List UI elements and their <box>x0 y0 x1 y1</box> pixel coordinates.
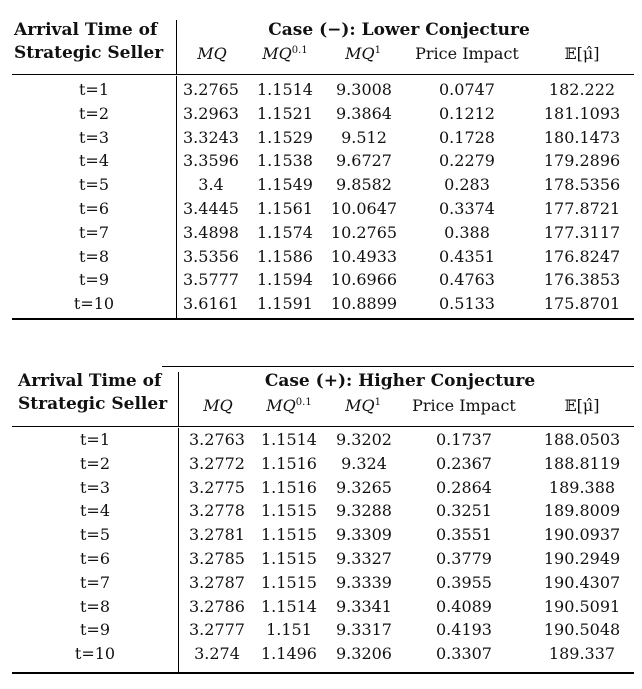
arrival-time-cell: t=5 <box>78 175 109 195</box>
value-cell: 3.2778 <box>189 501 245 521</box>
arrival-time-cell: t=1 <box>79 430 110 449</box>
value-cell: 190.5048 <box>543 620 621 640</box>
value-cell: 0.388 <box>444 222 490 242</box>
value-cell: 0.4351 <box>439 246 495 266</box>
value-cell: 9.3008 <box>336 80 392 99</box>
value-cell: 175.8701 <box>543 294 621 314</box>
value-cell: 9.3864 <box>336 103 392 123</box>
value-cell: 1.1496 <box>261 644 317 664</box>
value-cell: 188.0503 <box>543 430 621 449</box>
value-cell: 3.5777 <box>183 270 239 290</box>
table-row <box>12 78 634 102</box>
value-cell: 3.4898 <box>183 222 239 242</box>
arrival-time-cell: t=3 <box>79 477 110 497</box>
value-cell: 190.2949 <box>543 549 621 568</box>
header-rule <box>12 426 634 427</box>
value-cell: 1.1574 <box>257 222 313 242</box>
arrival-time-cell: t=7 <box>79 572 110 592</box>
value-cell: 0.3374 <box>439 199 495 218</box>
arrival-time-cell: t=3 <box>78 127 109 147</box>
value-cell: 0.1728 <box>439 127 495 147</box>
col-header-expectation: 𝔼[μ̂] <box>564 396 600 415</box>
arrival-time-cell: t=10 <box>73 294 115 314</box>
arrival-time-cell: t=1 <box>78 80 109 99</box>
value-cell: 0.0747 <box>439 80 495 99</box>
value-cell: 190.4307 <box>543 572 621 592</box>
col-header-price-impact: Price Impact <box>412 396 516 415</box>
value-cell: 0.2864 <box>436 477 492 497</box>
table-row <box>12 476 634 500</box>
arrival-time-cell: t=10 <box>74 644 116 664</box>
value-cell: 190.5091 <box>543 596 621 616</box>
table-row <box>12 618 634 642</box>
value-cell: 3.2777 <box>189 620 245 640</box>
header-arrival-line2: Strategic Seller <box>14 43 164 63</box>
arrival-time-cell: t=8 <box>79 596 110 616</box>
col-header-expectation: 𝔼[μ̂] <box>564 44 600 63</box>
header-divider <box>178 372 179 426</box>
value-cell: 10.2765 <box>330 222 398 242</box>
value-cell: 9.512 <box>341 127 387 147</box>
value-cell: 1.1586 <box>257 246 313 266</box>
value-cell: 10.6966 <box>330 270 398 290</box>
bottom-rule <box>12 672 634 674</box>
value-cell: 0.2279 <box>439 151 495 171</box>
value-cell: 0.1737 <box>436 430 492 449</box>
value-cell: 1.1549 <box>257 175 313 195</box>
value-cell: 180.1473 <box>543 127 621 147</box>
table-row <box>12 245 634 269</box>
value-cell: 189.8009 <box>543 501 621 521</box>
col-header-mq: MQ <box>197 44 227 63</box>
value-cell: 9.3202 <box>336 430 392 449</box>
value-cell: 3.2763 <box>189 430 245 449</box>
value-cell: 9.8582 <box>336 175 392 195</box>
arrival-time-cell: t=2 <box>78 103 109 123</box>
value-cell: 0.3251 <box>436 501 492 521</box>
value-cell: 188.8119 <box>543 453 621 473</box>
arrival-time-cell: t=7 <box>78 222 109 242</box>
value-cell: 10.8899 <box>330 294 398 314</box>
table-row <box>12 292 634 316</box>
col-header-mq-1: $MQ^1$ <box>345 44 381 63</box>
value-cell: 1.1538 <box>257 151 313 171</box>
table-row <box>12 595 634 619</box>
col-header-mq: MQ <box>203 396 233 415</box>
value-cell: 9.3317 <box>336 620 392 640</box>
value-cell: 9.3309 <box>336 525 392 545</box>
value-cell: 10.4933 <box>330 246 398 266</box>
case-title: Case (+): Higher Conjecture <box>264 371 536 391</box>
value-cell: 1.1514 <box>261 596 317 616</box>
value-cell: 0.3779 <box>436 549 492 568</box>
value-cell: 3.2785 <box>189 549 245 568</box>
value-cell: 1.1516 <box>261 477 317 497</box>
value-cell: 1.1514 <box>257 80 313 99</box>
case-title: Case (−): Lower Conjecture <box>268 20 530 40</box>
top-rule <box>162 366 634 367</box>
table-row <box>12 571 634 595</box>
value-cell: 178.5356 <box>543 175 621 195</box>
value-cell: 176.3853 <box>543 270 621 290</box>
value-cell: 189.337 <box>548 644 616 664</box>
arrival-time-cell: t=9 <box>78 270 109 290</box>
value-cell: 0.3307 <box>436 644 492 664</box>
value-cell: 0.4763 <box>439 270 495 290</box>
table-row <box>12 428 634 452</box>
value-cell: 0.5133 <box>439 294 495 314</box>
value-cell: 3.2781 <box>189 525 245 545</box>
table-row <box>12 221 634 245</box>
table-row <box>12 523 634 547</box>
value-cell: 0.1212 <box>439 103 495 123</box>
value-cell: 0.3955 <box>436 572 492 592</box>
value-cell: 1.1561 <box>257 199 313 218</box>
value-cell: 0.3551 <box>436 525 492 545</box>
arrival-time-cell: t=6 <box>79 549 110 568</box>
table-row <box>12 126 634 150</box>
value-cell: 1.1529 <box>257 127 313 147</box>
value-cell: 3.2772 <box>189 453 245 473</box>
value-cell: 1.1515 <box>261 572 317 592</box>
value-cell: 3.4445 <box>183 199 239 218</box>
col-header-price-impact: Price Impact <box>415 44 519 63</box>
value-cell: 189.388 <box>548 477 616 497</box>
header-divider <box>176 20 177 74</box>
value-cell: 3.5356 <box>183 246 239 266</box>
arrival-time-cell: t=8 <box>78 246 109 266</box>
header-arrival-line1: Arrival Time of <box>18 371 162 391</box>
value-cell: 182.222 <box>548 80 616 99</box>
value-cell: 190.0937 <box>543 525 621 545</box>
value-cell: 1.1591 <box>257 294 313 314</box>
header-rule <box>12 74 634 75</box>
value-cell: 9.3206 <box>336 644 392 664</box>
col-header-mq-1: $MQ^1$ <box>345 396 381 415</box>
bottom-rule <box>12 318 634 320</box>
header-arrival-line1: Arrival Time of <box>14 20 158 40</box>
value-cell: 0.4193 <box>436 620 492 640</box>
value-cell: 9.3341 <box>336 596 392 616</box>
value-cell: 1.1516 <box>261 453 317 473</box>
value-cell: 177.8721 <box>543 199 621 218</box>
value-cell: 9.3288 <box>336 501 392 521</box>
value-cell: 3.3596 <box>183 151 239 171</box>
value-cell: 3.2775 <box>189 477 245 497</box>
value-cell: 3.274 <box>194 644 240 664</box>
table-higher-conjecture <box>12 366 634 676</box>
arrival-time-cell: t=6 <box>78 199 109 218</box>
value-cell: 179.2896 <box>543 151 621 171</box>
value-cell: 3.2787 <box>189 572 245 592</box>
header-arrival-line2: Strategic Seller <box>18 394 168 414</box>
value-cell: 1.1515 <box>261 525 317 545</box>
value-cell: 1.1515 <box>261 549 317 568</box>
value-cell: 1.1515 <box>261 501 317 521</box>
table-lower-conjecture <box>12 14 634 320</box>
value-cell: 3.2765 <box>183 80 239 99</box>
value-cell: 9.6727 <box>336 151 392 171</box>
table-row <box>12 149 634 173</box>
value-cell: 9.3327 <box>336 549 392 568</box>
table-row <box>12 102 634 126</box>
arrival-time-cell: t=9 <box>79 620 110 640</box>
col-header-mq-0.1: $MQ^{0.1}$ <box>266 396 312 415</box>
value-cell: 3.2786 <box>189 596 245 616</box>
table-row <box>12 197 634 221</box>
table-row <box>12 642 634 666</box>
table-row <box>12 499 634 523</box>
value-cell: 1.1594 <box>257 270 313 290</box>
value-cell: 9.3265 <box>336 477 392 497</box>
value-cell: 9.324 <box>341 453 387 473</box>
value-cell: 176.8247 <box>543 246 621 266</box>
table-row <box>12 173 634 197</box>
arrival-time-cell: t=2 <box>79 453 110 473</box>
value-cell: 177.3117 <box>543 222 621 242</box>
value-cell: 3.6161 <box>183 294 239 314</box>
value-cell: 10.0647 <box>330 199 398 218</box>
value-cell: 0.283 <box>444 175 490 195</box>
value-cell: 0.4089 <box>436 596 492 616</box>
value-cell: 9.3339 <box>336 572 392 592</box>
value-cell: 1.1521 <box>257 103 313 123</box>
value-cell: 0.2367 <box>436 453 492 473</box>
table-row <box>12 452 634 476</box>
col-header-mq-0.1: $MQ^{0.1}$ <box>262 44 308 63</box>
arrival-time-cell: t=5 <box>79 525 110 545</box>
value-cell: 3.4 <box>198 175 224 195</box>
value-cell: 3.3243 <box>183 127 239 147</box>
value-cell: 3.2963 <box>183 103 239 123</box>
arrival-time-cell: t=4 <box>78 151 109 171</box>
table-row <box>12 547 634 571</box>
value-cell: 181.1093 <box>543 103 621 123</box>
table-row <box>12 268 634 292</box>
value-cell: 1.151 <box>266 620 312 640</box>
value-cell: 1.1514 <box>261 430 317 449</box>
arrival-time-cell: t=4 <box>79 501 110 521</box>
